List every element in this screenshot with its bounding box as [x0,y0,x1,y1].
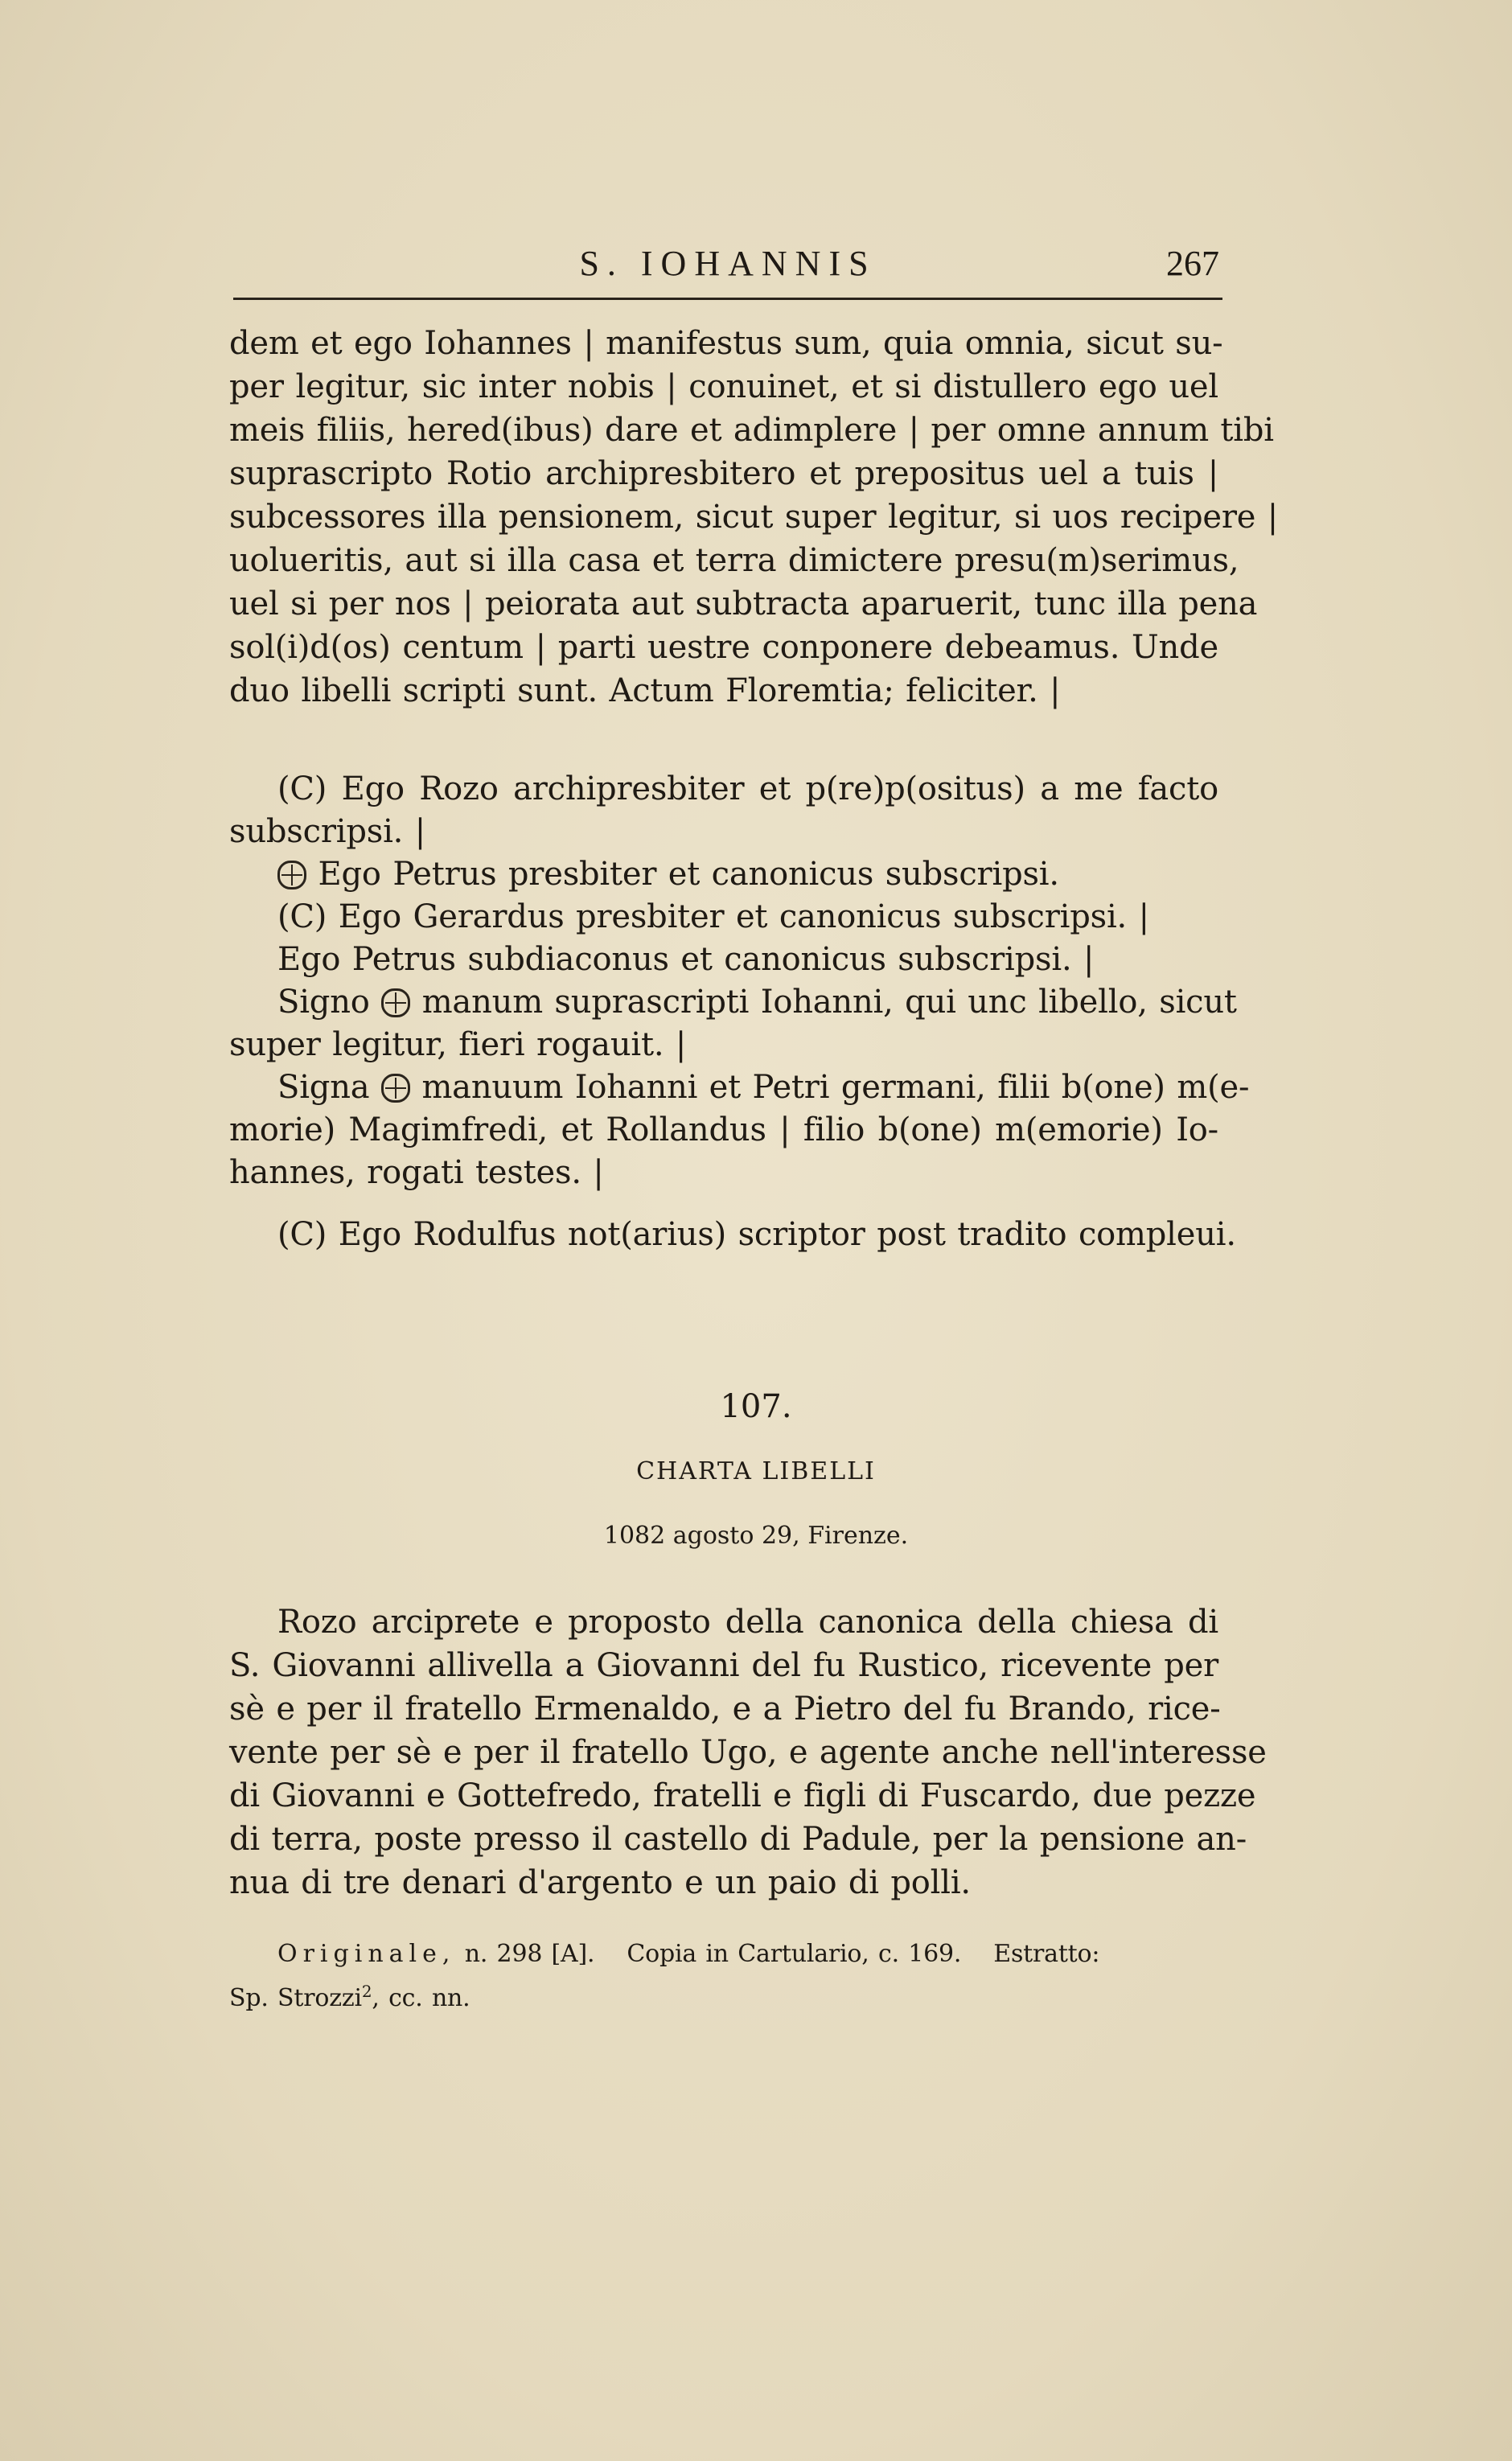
running-title: S. IOHANNIS [579,244,877,283]
note-strozzi: Sp. Strozzi [229,1984,362,2012]
note-line [229,1973,1218,2010]
signa-testes [229,1066,1250,1109]
regesto-line: di terra, poste presso il castello di Padule, per la pensione an- [229,1821,1247,1858]
body-line: per legitur, sic inter nobis | conuinet, et si distullero ego uel [229,368,1218,405]
regesto-line: vente per sè e per il fratello Ugo, e agente anche nell'interesse [229,1734,1267,1771]
signum-iohanni [229,981,1237,1024]
signum-cross-icon [381,1074,410,1103]
spacer [229,1194,1218,1214]
regesto-line: S. Giovanni allivella a Giovanni del fu Rustico, ricevente per [229,1647,1218,1684]
subscription-petrus-presbiter [229,853,1218,896]
signa-text: manuum Iohanni et Petri germani, filii b(one) m(e- [421,1069,1250,1106]
body-line: dem et ego Iohannes | manifestus sum, quia omnia, sicut su- [229,325,1223,362]
body-line: meis filiis, hered(ibus) dare et adimplere | per omne annum tibi [229,412,1274,449]
subscription-gerardus: (C) Ego Gerardus presbiter et canonicus subscripsi. | [277,898,1149,935]
note-strozzi-cont: , cc. nn. [372,1984,470,2012]
signum-word: Signo [277,984,370,1021]
note-copia: Copia in Cartulario, c. 169. [627,1940,962,1968]
body-line: uel si per nos | peiorata aut subtracta aparuerit, tunc illa pena [229,585,1258,622]
note-line [229,1936,1218,1973]
signa-testes-cont: hannes, rogati testes. | [229,1154,604,1191]
document-number: 107. [720,1388,792,1425]
signa-testes-cont: morie) Magimfredi, et Rollandus | filio b(one) m(emorie) Io- [229,1111,1218,1148]
doc106-subscriptions [229,768,1250,1256]
note-estratto: Estratto: [993,1940,1100,1968]
page-number: 267 [1166,244,1219,283]
note-originale-ref: n. 298 [A]. [464,1940,595,1968]
regesto-line: di Giovanni e Gottefredo, fratelli e figli di Fuscardo, due pezze [229,1777,1256,1814]
subscription-text: Ego Petrus presbiter et canonicus subscripsi. [318,856,1059,893]
subscription-rodulfus: (C) Ego Rodulfus not(arius) scriptor post tradito compleui. [277,1216,1236,1253]
signum-text: manum suprascripti Iohanni, qui unc libello, sicut [421,984,1237,1021]
subscription-petrus-subdiaconus: Ego Petrus subdiaconus et canonicus subscripsi. | [277,941,1095,978]
signum-cross-icon [381,988,410,1017]
regesto-line: nua di tre denari d'argento e un paio di polli. [229,1864,971,1901]
subscription-rozo: (C) Ego Rozo archipresbiter et p(re)p(ositus) a me facto [277,770,1218,807]
signum-cross-icon [277,861,306,889]
subscription-rozo-cont: subscripsi. | [229,813,425,850]
body-line: subcessores illa pensionem, sicut super legitur, si uos recipere | [229,499,1279,536]
regesto-line: sè e per il fratello Ermenaldo, e a Pietro del fu Brando, rice- [229,1691,1221,1728]
body-line: uolueritis, aut si illa casa et terra dimictere presu(m)serimus, [229,542,1239,579]
document-date: 1082 agosto 29, Firenze. [603,1522,909,1550]
body-line: suprascripto Rotio archipresbitero et prepositus uel a tuis | [229,455,1218,492]
archival-note [229,1936,1218,2010]
body-line: duo libelli scripti sunt. Actum Floremtia; feliciter. | [229,672,1061,709]
document-title: CHARTA LIBELLI [636,1457,876,1485]
signum-iohanni-cont: super legitur, fieri rogauit. | [229,1026,687,1063]
running-header [233,241,1222,300]
doc107-regesto [229,1600,1267,1904]
note-originale: Originale, [277,1940,456,1968]
signa-word: Signa [277,1069,370,1106]
note-strozzi-sup: 2 [361,1982,372,2001]
doc106-body [229,322,1279,713]
regesto-line: Rozo arciprete e proposto della canonica della chiesa di [277,1604,1218,1641]
body-line: sol(i)d(os) centum | parti uestre conponere debeamus. Unde [229,629,1218,666]
